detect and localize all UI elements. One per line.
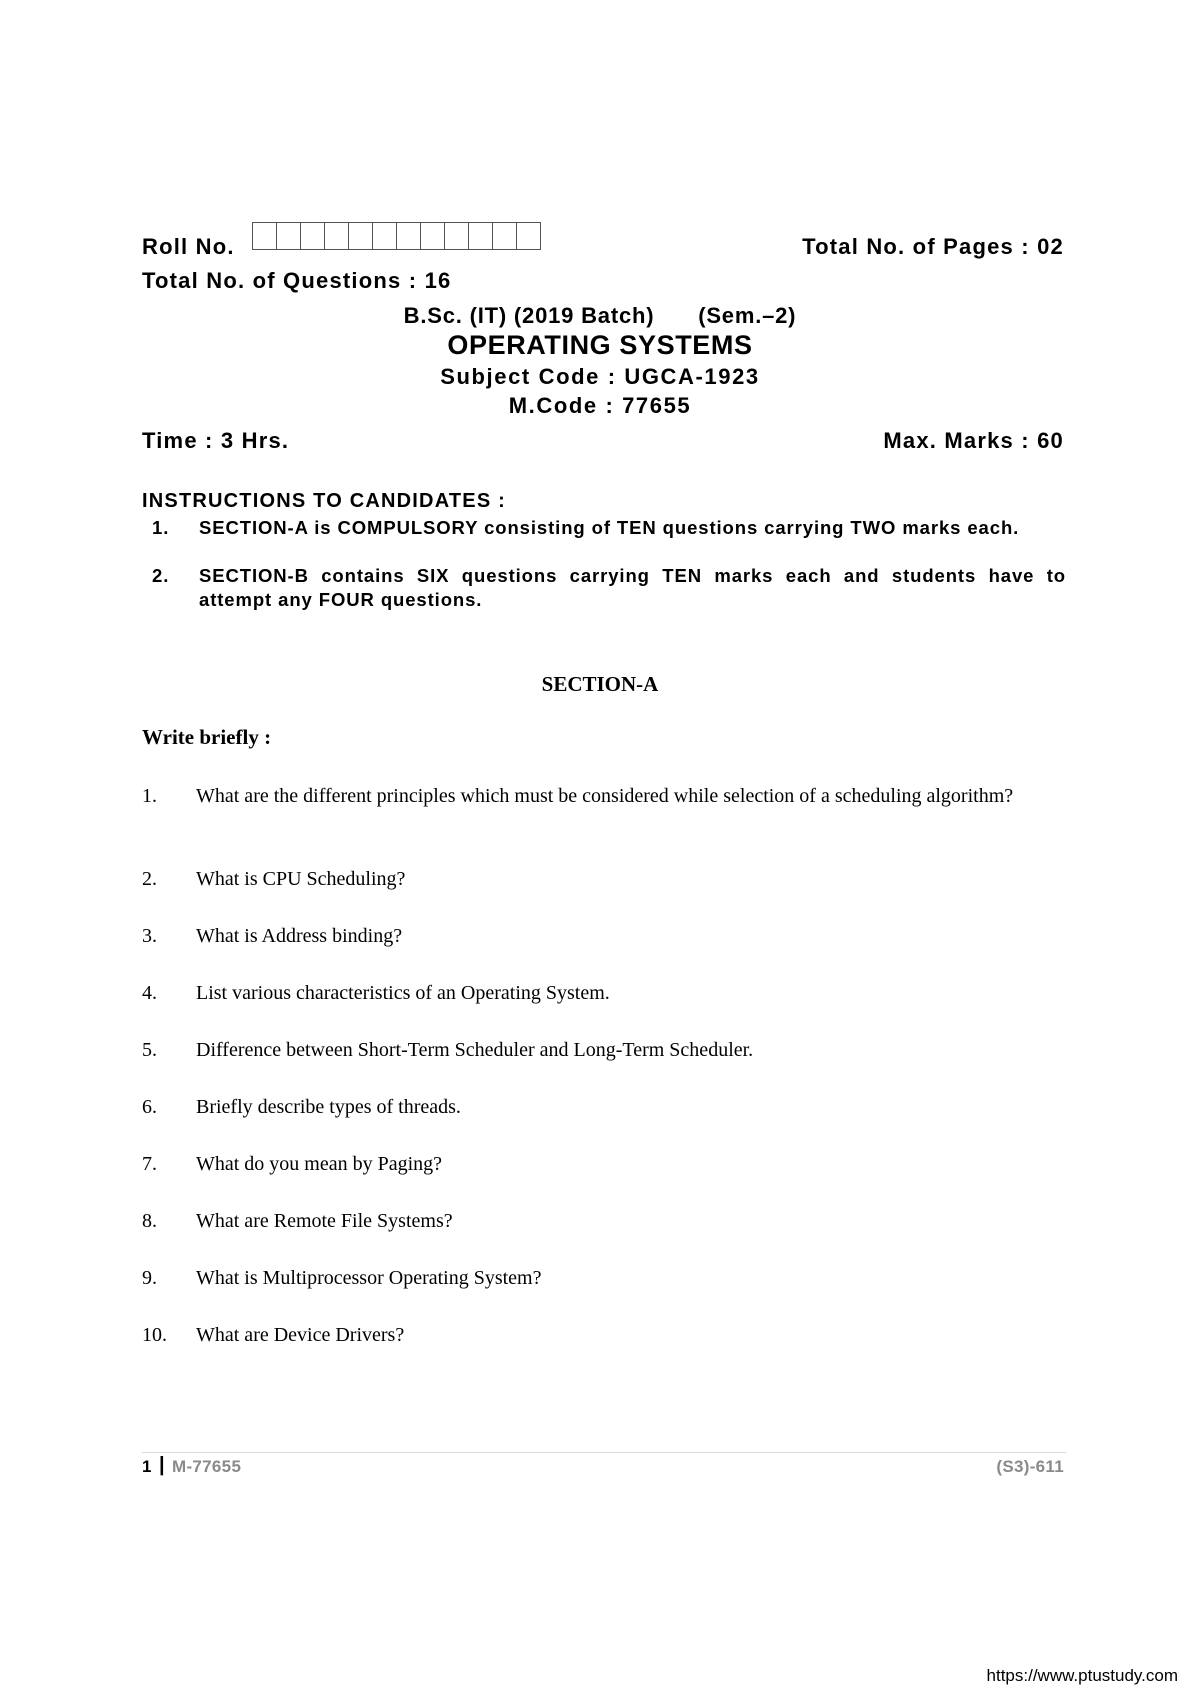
instructions-heading: INSTRUCTIONS TO CANDIDATES :: [142, 490, 506, 512]
question-text: What is Address binding?: [196, 925, 403, 947]
section-a-heading: SECTION-A: [541, 672, 659, 696]
roll-number-box[interactable]: [372, 222, 397, 250]
question-item: [142, 1265, 1066, 1291]
roll-number-box[interactable]: [468, 222, 493, 250]
question-item: [142, 783, 1066, 809]
section-a-subheading: Write briefly :: [142, 725, 272, 749]
question-number: 6.: [142, 1096, 157, 1118]
question-text: What do you mean by Paging?: [196, 1153, 443, 1175]
paper-title: OPERATING SYSTEMS: [447, 330, 753, 360]
question-item: [142, 1094, 1066, 1120]
question-number: 10.: [142, 1324, 167, 1346]
program-name: B.Sc. (IT) (2019 Batch): [403, 303, 655, 328]
footer-separator: |: [159, 1454, 165, 1476]
question-number: 8.: [142, 1210, 157, 1232]
question-text: What are Device Drivers?: [196, 1324, 405, 1346]
instruction-item: [142, 516, 1066, 540]
question-item: [142, 923, 1066, 949]
question-item: [142, 1037, 1066, 1063]
roll-number-box[interactable]: [252, 222, 277, 250]
roll-number-box[interactable]: [324, 222, 349, 250]
instruction-text: SECTION-A is COMPULSORY consisting of TEN questions carrying TWO marks each.: [199, 517, 1020, 538]
question-text: Briefly describe types of threads.: [196, 1096, 461, 1118]
question-number: 5.: [142, 1039, 157, 1061]
roll-number-box[interactable]: [300, 222, 325, 250]
roll-number-box[interactable]: [276, 222, 301, 250]
question-item: [142, 1208, 1066, 1234]
semester: (Sem.–2): [698, 303, 797, 328]
roll-number-label: Roll No.: [142, 234, 235, 259]
roll-number-box[interactable]: [516, 222, 541, 250]
question-item: [142, 866, 1066, 892]
question-text: What are Remote File Systems?: [196, 1210, 453, 1232]
roll-number-boxes[interactable]: [252, 222, 540, 252]
question-text: What is Multiprocessor Operating System?: [196, 1267, 542, 1289]
footer-code: M-77655: [172, 1457, 242, 1476]
question-number: 2.: [142, 868, 157, 890]
roll-number-box[interactable]: [348, 222, 373, 250]
question-number: 1.: [142, 785, 157, 807]
question-number: 7.: [142, 1153, 157, 1175]
question-text: What is CPU Scheduling?: [196, 868, 406, 890]
question-number: 4.: [142, 982, 157, 1004]
question-text: Difference between Short-Term Scheduler and Long-Term Scheduler.: [196, 1039, 754, 1061]
program-line: [0, 303, 1200, 329]
question-item: [142, 1151, 1066, 1177]
exam-time: Time : 3 Hrs.: [142, 428, 290, 453]
question-text: List various characteristics of an Operating System.: [196, 982, 610, 1004]
watermark-url[interactable]: https://www.ptustudy.com: [986, 1666, 1178, 1685]
footer-divider: [142, 1452, 1066, 1453]
instruction-number: 1.: [152, 517, 170, 538]
instruction-number: 2.: [152, 565, 170, 586]
roll-number-box[interactable]: [444, 222, 469, 250]
max-marks: Max. Marks : 60: [883, 428, 1064, 453]
instruction-text: SECTION-B contains SIX questions carrying TEN marks each and students have to attempt any FOUR questions.: [199, 565, 1066, 610]
total-questions: Total No. of Questions : 16: [142, 268, 452, 293]
question-number: 3.: [142, 925, 157, 947]
subject-code: Subject Code : UGCA-1923: [440, 364, 760, 389]
footer-set-code: (S3)-611: [996, 1457, 1064, 1476]
instruction-item: [142, 564, 1066, 612]
question-number: 9.: [142, 1267, 157, 1289]
m-code: M.Code : 77655: [508, 393, 692, 418]
question-item: [142, 1322, 1066, 1348]
question-item: [142, 980, 1066, 1006]
footer-page-number: 1: [142, 1457, 152, 1476]
roll-number-box[interactable]: [420, 222, 445, 250]
roll-number-box[interactable]: [492, 222, 517, 250]
roll-number-box[interactable]: [396, 222, 421, 250]
question-text: What are the different principles which must be considered while selection of a scheduling algorithm?: [196, 785, 1014, 807]
total-pages: Total No. of Pages : 02: [802, 234, 1064, 259]
